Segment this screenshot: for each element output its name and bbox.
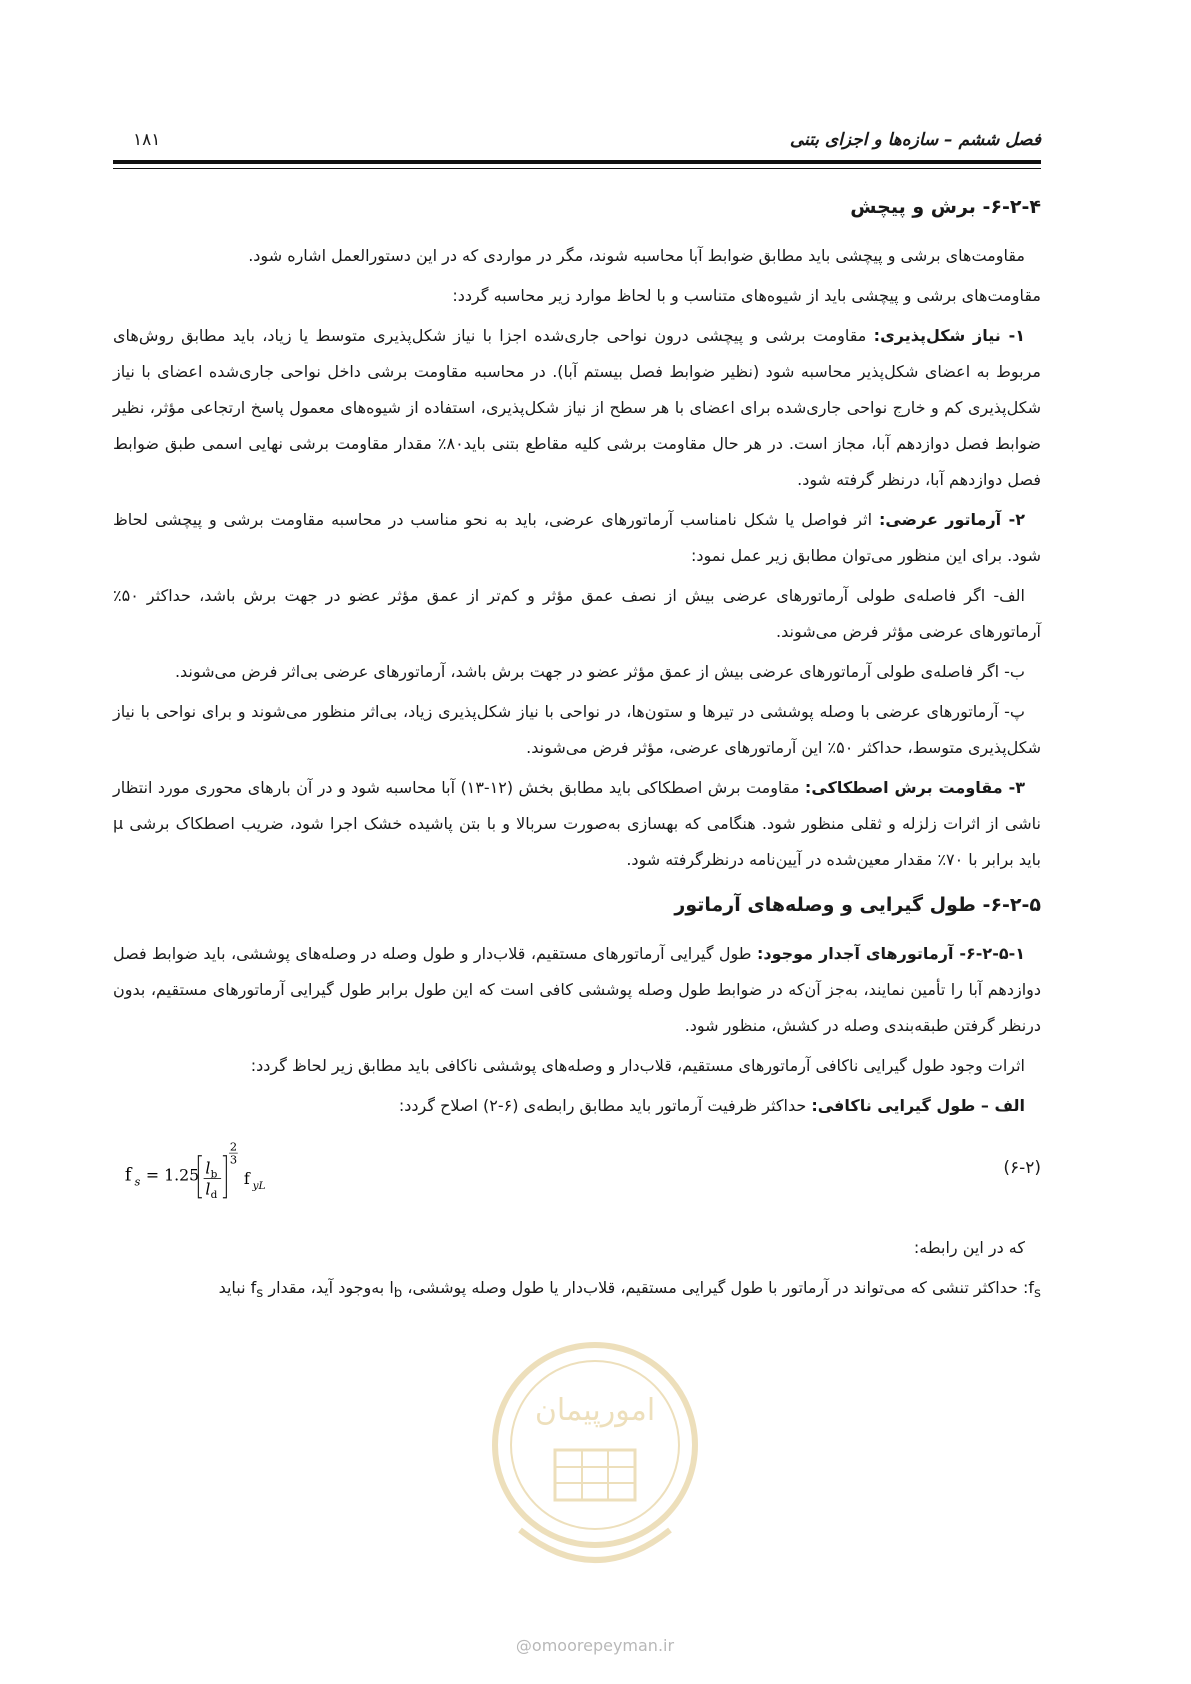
eq-lhs-sub: s — [134, 1174, 141, 1189]
eq-exp-den: 3 — [229, 1152, 238, 1167]
label-shear-friction: ۳- مقاومت برش اصطکاکی: — [804, 778, 1026, 797]
watermark-grid-icon — [555, 1450, 635, 1500]
label-transverse-rebar: ۲- آرماتور عرضی: — [878, 510, 1025, 529]
eq-bracket-right — [223, 1156, 227, 1198]
eq-exp-num: 2 — [229, 1140, 238, 1154]
watermark-ring — [495, 1345, 695, 1545]
watermark-logo — [480, 1330, 710, 1630]
equation-row — [113, 1130, 1041, 1222]
watermark-gear-arc — [520, 1530, 670, 1560]
def-text-2-sub: s — [256, 1286, 264, 1302]
eq-rhs-sub: yL — [252, 1180, 266, 1192]
paragraph-item-be: ب- اگر فاصله‌ی طولی آرماتورهای عرضی بیش از عمق مؤثر عضو در جهت برش باشد، آرماتورهای عرضی بی‌اثر فرض می‌شوند. — [174, 662, 1025, 681]
header-rule-thin — [113, 168, 1041, 169]
def-text: : حداکثر تنشی که می‌تواند در آرماتور با طول گیرایی مستقیم، قلاب‌دار یا طول وصله پوششی، l — [389, 1278, 1029, 1297]
label-insufficient-length: الف – طول گیرایی ناکافی: — [811, 1096, 1025, 1115]
eq-num: l — [205, 1158, 211, 1178]
label-deformed-bars: ۶-۲-۵-۱- آرماتورهای آجدار موجود: — [756, 944, 1025, 963]
label-ductility: ۱- نیاز شکل‌پذیری: — [873, 326, 1025, 345]
equation-fs — [113, 1140, 303, 1210]
text-insufficient-length: حداکثر ظرفیت آرماتور باید مطابق رابطه‌ی (۶-۲) اصلاح گردد: — [398, 1096, 812, 1115]
section-heading-development-length: ۶-۲-۵- طول گیرایی و وصله‌های آرماتور — [674, 894, 1041, 916]
paragraph-where: که در این رابطه: — [913, 1238, 1025, 1257]
paragraph-item-pe: پ- آرماتورهای عرضی با وصله پوششی در تیرها و ستون‌ها، در نواحی با نیاز شکل‌پذیری زیاد، بی‌اثر منظور می‌شوند و برای نواحی با نیاز شکل‌پذیری متوسط، حداکثر ۵۰٪ این آرماتورهای عرضی، مؤثر فرض می‌شوند. — [113, 702, 1041, 757]
eq-lhs: f — [124, 1165, 132, 1186]
watermark-url: @omoorepeyman.ir — [515, 1636, 675, 1655]
paragraph-effects: اثرات وجود طول گیرایی ناکافی آرماتورهای مستقیم، قلاب‌دار و وصله‌های پوششی ناکافی باید مطابق زیر لحاظ گردد: — [250, 1056, 1025, 1075]
page-content — [113, 190, 1041, 1316]
eq-den: l — [205, 1179, 211, 1199]
def-text-3: نباید — [218, 1278, 251, 1297]
eq-rhs: f — [243, 1168, 250, 1188]
paragraph-definition-fs — [113, 1270, 1041, 1312]
paragraph-intro-1: مقاومت‌های برشی و پیچشی باید مطابق ضوابط آبا محاسبه شوند، مگر در مواردی که در این دستورالعمل اشاره شود. — [248, 246, 1025, 265]
eq-den-sub: d — [210, 1188, 218, 1201]
watermark-inner-ring — [511, 1361, 679, 1529]
def-text-2: به‌وجود آید، مقدار f — [250, 1278, 390, 1297]
paragraph-ductility — [113, 318, 1041, 498]
paragraph-shear-friction — [113, 770, 1041, 878]
section-heading-shear-torsion: ۶-۲-۴- برش و پیچش — [850, 196, 1041, 218]
paragraph-deformed-bars — [113, 936, 1041, 1044]
page-number: ۱۸۱ — [133, 130, 161, 150]
paragraph-transverse-rebar — [113, 502, 1041, 574]
def-symbol: f — [1028, 1278, 1035, 1297]
def-symbol-sub: s — [1034, 1286, 1041, 1302]
equation-number: (۶-۲) — [1003, 1158, 1041, 1178]
text-ductility: مقاومت برشی و پیچشی درون نواحی جاری‌شده اجزا با نیاز شکل‌پذیری متوسط یا زیاد، باید مطابق روش‌های مربوط به اعضای شکل‌پذیر محاسبه شود (نظیر ضوابط فصل بیستم آبا). در محاسبه مقاومت برشی داخل نواحی جاری‌شده اعضای با نیاز شکل‌پذیری کم و خارج نواحی جاری‌شده برای اعضای با هر سطح از نیاز شکل‌پذیری، استفاده از شیوه‌های معمول پاسخ ارتجاعی مؤثر، نظیر ضوابط فصل دوازدهم آبا، مجاز است. در هر حال مقاومت برشی کلیه مقاطع بتنی باید۸۰٪ مقدار مقاومت برشی نهایی اسمی طبق ضوابط فصل دوازدهم آبا، درنظر گرفته شود. — [113, 326, 1041, 489]
eq-num-sub: b — [210, 1168, 218, 1181]
eq-bracket-left — [198, 1156, 202, 1198]
watermark-logo-text: امورپیمان — [534, 1393, 656, 1428]
page-header — [113, 118, 1041, 158]
text-shear-friction: مقاومت برش اصطکاکی باید مطابق بخش (۱۲-۱۳) آبا محاسبه شود و در آن بارهای محوری مورد انتظار ناشی از اثرات زلزله و ثقلی منظور شود. هنگامی که بهسازی به‌صورت سربالا و با بتن پاشیده خشک اجرا شود، ضریب اصطکاک برشی μ باید برابر با ۷۰٪ مقدار معین‌شده در آیین‌نامه درنظرگرفته شود. — [113, 778, 1041, 869]
def-text-sub: b — [393, 1286, 403, 1302]
eq-coef: = 1.25 — [145, 1165, 200, 1185]
paragraph-intro-2: مقاومت‌های برشی و پیچشی باید از شیوه‌های متناسب و با لحاظ موارد زیر محاسبه گردد: — [452, 286, 1041, 305]
header-rule-thick — [113, 160, 1041, 164]
text-transverse-rebar: اثر فواصل یا شکل نامناسب آرماتورهای عرضی، باید به نحو مناسب در محاسبه مقاومت برشی و پیچشی لحاظ شود. برای این منظور می‌توان مطابق زیر عمل نمود: — [113, 510, 1041, 565]
text-deformed-bars: طول گیرایی آرماتورهای مستقیم، قلاب‌دار و طول وصله در وصله‌های پوششی، باید ضوابط فصل دوازدهم آبا را تأمین نمایند، به‌جز آن‌که در ضوابط طول وصله پوششی کافی است که این طول برابر طول گیرایی آرماتورهای مستقیم، بدون درنظر گرفتن طبقه‌بندی وصله در کشش، منظور شود. — [113, 944, 1041, 1035]
paragraph-item-alef: الف- اگر فاصله‌ی طولی آرماتورهای عرضی بیش از نصف عمق مؤثر و کم‌تر از عمق مؤثر عضو در جهت برش باشد، حداکثر ۵۰٪ آرماتورهای عرضی مؤثر فرض می‌شوند. — [113, 586, 1041, 641]
running-title: فصل ششم – سازه‌ها و اجزای بتنی — [789, 130, 1041, 150]
paragraph-insufficient-length — [113, 1088, 1041, 1124]
